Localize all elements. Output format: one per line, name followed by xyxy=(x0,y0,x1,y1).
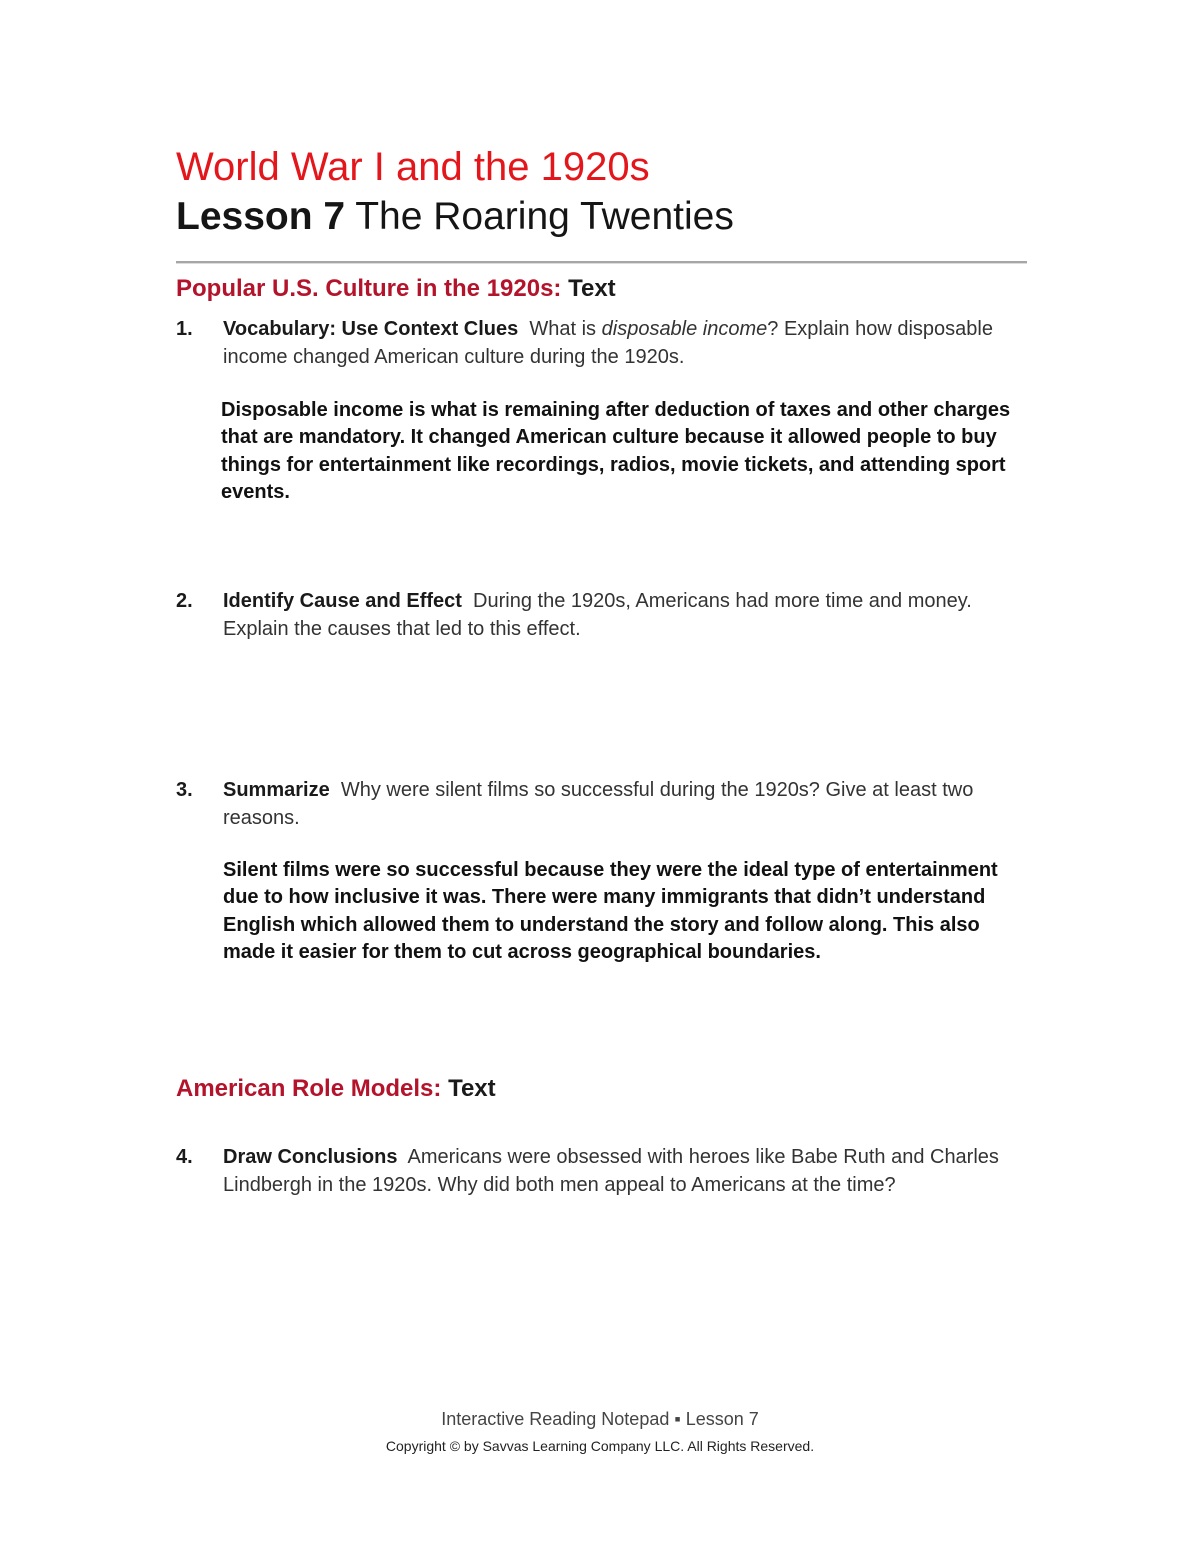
question-text xyxy=(223,316,1036,371)
question-skill: Summarize xyxy=(223,779,330,801)
question-prompt: Why were silent films so successful during the 1920s? Give at least two reasons. xyxy=(223,779,979,829)
section-title: American Role Models: xyxy=(176,1075,442,1102)
answer-1: Disposable income is what is remaining after deduction of taxes and other charges that are mandatory. It changed American culture because it allowed people to buy things for entertainment like recordings, radios, movie tickets, and attending sport events. xyxy=(221,399,1011,503)
question-number: 2. xyxy=(176,590,193,612)
section-heading-popular-culture xyxy=(176,274,616,304)
question-skill: Identify Cause and Effect xyxy=(223,590,462,612)
question-prompt-start: What is xyxy=(518,318,602,340)
section-title: Popular U.S. Culture in the 1920s: xyxy=(176,275,562,302)
question-prompt: Americans were obsessed with heroes like Babe Ruth and Charles Lindbergh in the 1920s. Why did both men appeal to Americans at the time? xyxy=(223,1146,1005,1196)
lesson-title xyxy=(176,193,734,241)
question-number: 4. xyxy=(176,1146,193,1168)
lesson-name: The Roaring Twenties xyxy=(345,195,734,238)
question-1 xyxy=(176,316,1036,371)
unit-title: World War I and the 1920s xyxy=(176,145,650,189)
question-prompt-end: ? Explain how disposable income changed American culture during the 1920s. xyxy=(223,318,993,368)
question-number: 1. xyxy=(176,318,193,340)
question-2 xyxy=(176,588,1036,643)
section-suffix: Text xyxy=(561,275,616,302)
answer-3: Silent films were so successful because they were the ideal type of entertainment due to how inclusive it was. There were many immigrants that didn’t understand English which allowed them to understand the story and follow along. This also made it easier for them to cut across geographical boundaries. xyxy=(223,859,998,963)
question-text xyxy=(223,1144,1036,1199)
question-prompt: During the 1920s, Americans had more time and money. Explain the causes that led to this effect. xyxy=(223,590,978,640)
question-text xyxy=(223,588,1036,643)
question-number: 3. xyxy=(176,779,193,801)
footer-copyright: Copyright © by Savvas Learning Company LLC. All Rights Reserved. xyxy=(385,1438,815,1454)
question-skill: Draw Conclusions xyxy=(223,1146,398,1168)
section-suffix: Text xyxy=(441,1075,496,1102)
question-4 xyxy=(176,1144,1036,1199)
vocabulary-term: disposable income xyxy=(601,318,768,340)
footer-notepad-label: Interactive Reading Notepad ▪ Lesson 7 xyxy=(441,1409,759,1429)
question-text xyxy=(223,777,1036,832)
section-heading-role-models xyxy=(176,1074,496,1104)
question-skill: Vocabulary: Use Context Clues xyxy=(223,318,519,340)
lesson-label: Lesson 7 xyxy=(176,195,346,238)
question-3 xyxy=(176,777,1036,832)
header-divider xyxy=(176,261,1027,264)
